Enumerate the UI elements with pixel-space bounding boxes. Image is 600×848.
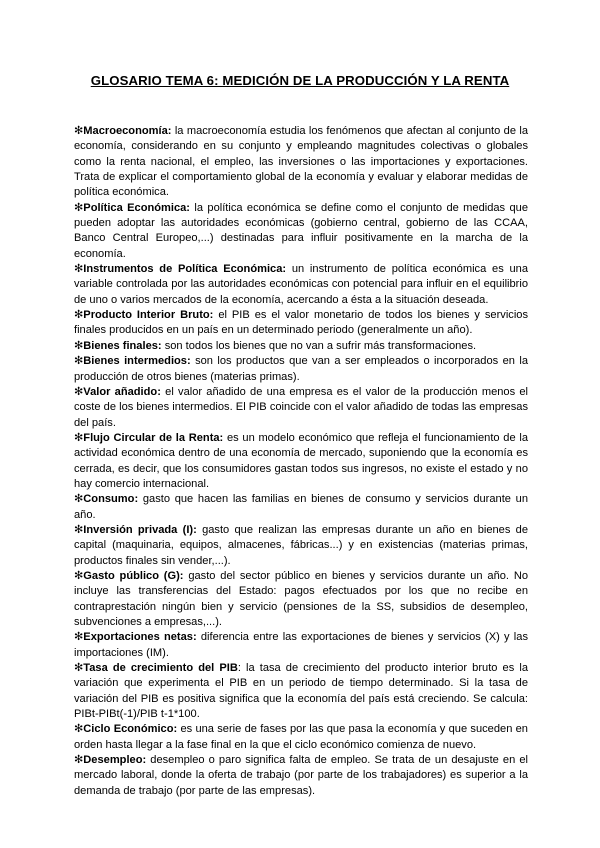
glossary-entry [74, 523, 528, 569]
glossary-entry [74, 431, 528, 492]
glossary-term: Exportaciones netas: [83, 631, 197, 644]
asterisk-icon: ✻ [74, 631, 84, 644]
glossary-term: Bienes intermedios: [83, 355, 191, 368]
glossary-term: Tasa de crecimiento del PIB [83, 662, 238, 675]
glossary-definition: un instrumento de política económica es una variable controlada por las autoridades económicas con potencial para influir en el equilibrio de uno o varios mercados de la economía, acercando a ésta a la situación deseada. [74, 263, 528, 306]
glossary-entry [74, 339, 528, 354]
glossary-term: Desempleo: [83, 754, 147, 767]
asterisk-icon: ✻ [74, 125, 84, 137]
glossary-entry [74, 569, 528, 630]
glossary-term: Inversión privada (I): [83, 523, 197, 536]
glossary-term: Flujo Circular de la Renta: [83, 431, 224, 444]
glossary-definition: es un modelo económico que refleja el funcionamiento de la actividad económica dentro de una economía de mercado, suponiendo que la economía es cerrada, es decir, que los consumidores gastan todos sus ingresos, no existe el estado y no hay comercio internacional. [74, 431, 528, 490]
glossary-entry [74, 354, 528, 385]
glossary-definition: son los productos que van a ser empleados o incorporados en la producción de otros bienes (materias primas). [74, 355, 528, 383]
asterisk-icon: ✻ [74, 431, 84, 444]
glossary-definition: el PIB es el valor monetario de todos los bienes y servicios finales producidos en un país en un determinado periodo (generalmente un año). [74, 309, 529, 337]
asterisk-icon: ✻ [74, 385, 84, 398]
glossary-term: Gasto público (G): [83, 569, 184, 582]
glossary-definition: desempleo o paro significa falta de empleo. Se trata de un desajuste en el mercado laboral, donde la oferta de trabajo (por parte de los trabajadores) es superior a la demanda de trabajo (por parte de las empresas). [74, 754, 528, 797]
asterisk-icon: ✻ [74, 723, 84, 736]
glossary-definition: el valor añadido de una empresa es el valor de la producción menos el coste de los bienes intermedios. El PIB coincide con el valor añadido de todas las empresas del país. [74, 385, 529, 429]
glossary-definition: : la tasa de crecimiento del producto interior bruto es la variación que experimenta el PIB en un periodo de tiempo determinado. Si la tasa de variación del PIB es positiva significa que la economía del país está creciendo. Se calcula: PIBt-PIBt(-1)/PIB t-1*100. [74, 662, 528, 721]
glossary-term: Política Económica: [83, 201, 191, 214]
asterisk-icon: ✻ [74, 339, 84, 352]
glossary-definition: la macroeconomía estudia los fenómenos que afectan al conjunto de la economía, considerando en su conjunto y empleando magnitudes colectivas o globales como la renta nacional, el empleo, las inversiones o las importaciones y exportaciones. Trata de explicar el comportamiento global de la economía y evaluar y elaborar medidas de política económica. [74, 125, 528, 199]
asterisk-icon: ✻ [74, 201, 84, 214]
asterisk-icon: ✻ [74, 523, 84, 536]
glossary-term: Instrumentos de Política Económica: [83, 263, 287, 276]
glossary-term: Consumo: [83, 493, 139, 506]
glossary-entry [74, 385, 528, 431]
glossary-definition: gasto que realizan las empresas durante un año en bienes de capital (maquinaria, equipos, almacenes, fábricas...) y en existencias (materias primas, productos finales sin vender,...). [74, 523, 528, 567]
asterisk-icon: ✻ [74, 355, 84, 368]
glossary-definition: son todos los bienes que no van a sufrir más transformaciones. [161, 339, 477, 352]
glossary-entry [74, 124, 528, 201]
asterisk-icon: ✻ [74, 309, 84, 322]
glossary-list [74, 124, 528, 799]
asterisk-icon: ✻ [74, 662, 84, 675]
glossary-entry [74, 722, 528, 753]
page-title: GLOSARIO TEMA 6: MEDICIÓN DE LA PRODUCCIÓN Y LA RENTA [90, 73, 510, 88]
glossary-definition: es una serie de fases por las que pasa la economía y que suceden en orden hasta llegar a la fase final en la que el ciclo económico comienza de nuevo. [74, 723, 528, 751]
glossary-entry [74, 630, 528, 661]
asterisk-icon: ✻ [74, 493, 84, 506]
glossary-term: Macroeconomía: [83, 125, 172, 137]
asterisk-icon: ✻ [74, 754, 84, 767]
glossary-term: Ciclo Económico: [83, 723, 178, 736]
glossary-entry [74, 492, 528, 523]
glossary-entry [74, 308, 528, 339]
glossary-term: Valor añadido: [83, 385, 161, 398]
glossary-definition: gasto que hacen las familias en bienes de consumo y servicios durante un año. [74, 493, 528, 521]
glossary-term: Producto Interior Bruto: [83, 309, 214, 322]
glossary-entry [74, 262, 528, 308]
glossary-definition: la política económica se define como el conjunto de medidas que pueden adoptar las autoridades económicas (gobierno central, gobierno de las CCAA, Banco Central Europeo,...) destinadas para influir positivamente en la marcha de la economía. [74, 201, 528, 260]
asterisk-icon: ✻ [74, 569, 84, 582]
glossary-definition: diferencia entre las exportaciones de bienes y servicios (X) y las importaciones (IM). [74, 631, 528, 659]
glossary-entry [74, 753, 528, 799]
asterisk-icon: ✻ [74, 263, 84, 276]
glossary-entry [74, 661, 528, 722]
glossary-definition: gasto del sector público en bienes y servicios durante un año. No incluye las transferencias del Estado: pagos efectuados por los que no recibe en contraprestación ningún bien y servicio (pensiones de la SS, subsidios de desempleo, subvenciones a empresas,...). [74, 569, 528, 628]
glossary-entry [74, 201, 528, 262]
glossary-term: Bienes finales: [83, 339, 162, 352]
